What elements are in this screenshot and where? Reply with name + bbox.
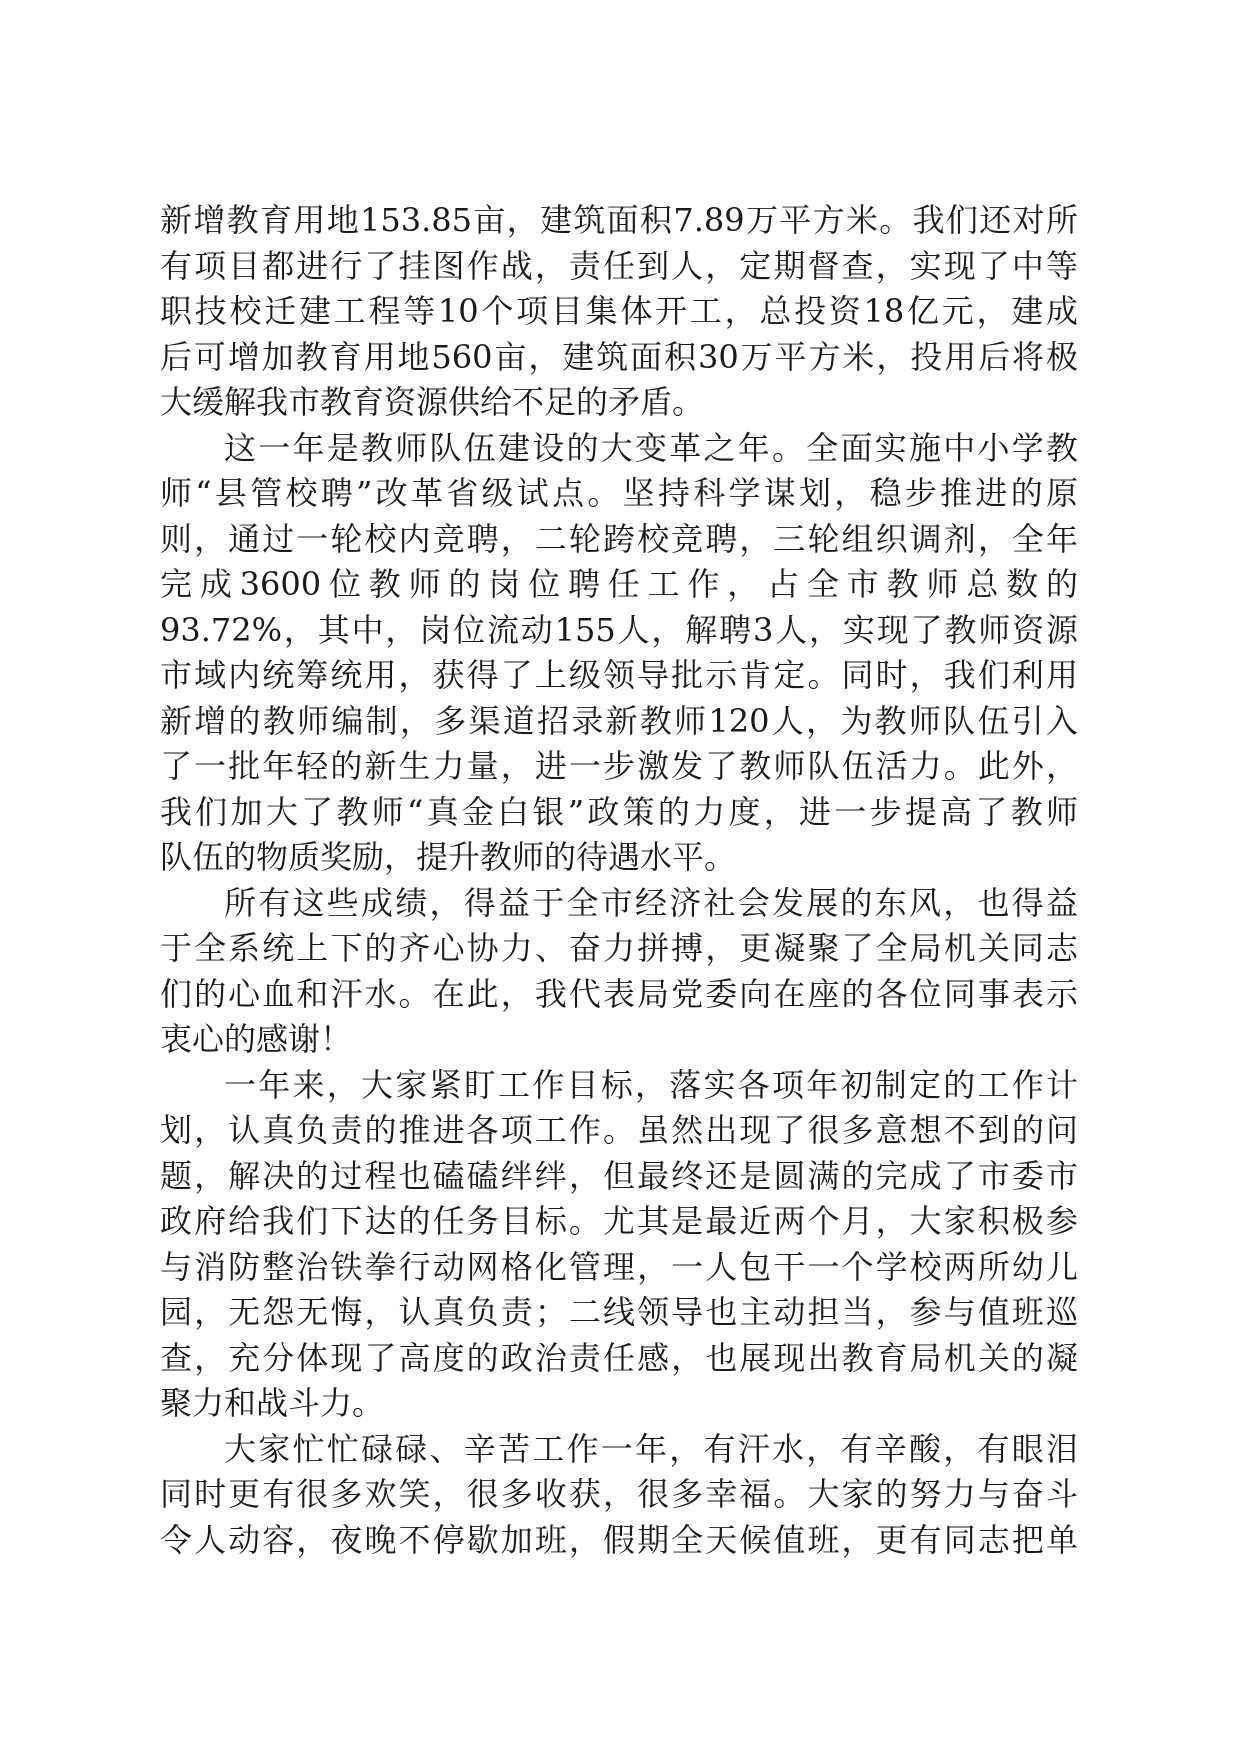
paragraph-4	[160, 1063, 1078, 1427]
text-line: 我们加大了教师“真金白银”政策的力度，进一步提高了教师	[160, 792, 1078, 831]
text-line: 新增教育用地153.85亩，建筑面积7.89万平方米。我们还对所	[160, 201, 1078, 239]
paragraph-2	[160, 426, 1078, 881]
text-line: 题，解决的过程也磕磕绊绊，但最终还是圆满的完成了市委市	[160, 1156, 1078, 1195]
text-line: 则，通过一轮校内竞聘，二轮跨校竞聘，三轮组织调剂，全年	[160, 519, 1078, 558]
text-line: 于全系统上下的齐心协力、奋力拼搏，更凝聚了全局机关同志	[160, 929, 1078, 967]
text-line: 师“县管校聘”改革省级试点。坚持科学谋划，稳步推进的原	[160, 474, 1078, 512]
paragraph-3	[160, 881, 1078, 1063]
text-line: 们的心血和汗水。在此，我代表局党委向在座的各位同事表示	[160, 974, 1078, 1013]
text-line: 职技校迁建工程等10个项目集体开工，总投资18亿元，建成	[160, 292, 1078, 330]
text-line: 队伍的物质奖励，提升教师的待遇水平。	[160, 838, 737, 876]
text-line: 聚力和战斗力。	[160, 1384, 385, 1422]
text-line: 93.72%，其中，岗位流动155人，解聘3人，实现了教师资源	[160, 610, 1078, 649]
paragraph-1	[160, 198, 1078, 426]
text-line: 大家忙忙碌碌、辛苦工作一年，有汗水，有辛酸，有眼泪	[224, 1429, 1078, 1468]
text-line: 查，充分体现了高度的政治责任感，也展现出教育局机关的凝	[160, 1338, 1078, 1377]
text-line: 有项目都进行了挂图作战，责任到人，定期督查，实现了中等	[160, 246, 1078, 285]
text-line: 划，认真负责的推进各项工作。虽然出现了很多意想不到的问	[160, 1111, 1078, 1149]
text-line: 园，无怨无悔，认真负责；二线领导也主动担当，参与值班巡	[160, 1293, 1078, 1331]
text-line: 同时更有很多欢笑，很多收获，很多幸福。大家的努力与奋斗	[160, 1475, 1078, 1513]
paragraph-5	[160, 1427, 1078, 1564]
document-body	[160, 198, 1078, 1563]
text-line: 完成3600位教师的岗位聘任工作，占全市教师总数的	[160, 565, 1078, 603]
text-line: 了一批年轻的新生力量，进一步激发了教师队伍活力。此外，	[160, 747, 1078, 785]
text-line: 一年来，大家紧盯工作目标，落实各项年初制定的工作计	[224, 1065, 1078, 1104]
text-line: 与消防整治铁拳行动网格化管理，一人包干一个学校两所幼儿	[160, 1247, 1078, 1286]
text-line: 大缓解我市教育资源供给不足的矛盾。	[160, 383, 705, 421]
text-line: 新增的教师编制，多渠道招录新教师120人，为教师队伍引入	[160, 701, 1078, 740]
text-line: 衷心的感谢！	[160, 1020, 353, 1058]
text-line: 政府给我们下达的任务目标。尤其是最近两个月，大家积极参	[160, 1202, 1078, 1240]
text-line: 市域内统筹统用，获得了上级领导批示肯定。同时，我们利用	[160, 656, 1078, 694]
text-line: 这一年是教师队伍建设的大变革之年。全面实施中小学教	[224, 428, 1078, 467]
text-line: 所有这些成绩，得益于全市经济社会发展的东风，也得益	[224, 883, 1078, 922]
text-line: 令人动容，夜晚不停歇加班，假期全天候值班，更有同志把单	[160, 1520, 1078, 1559]
text-line: 后可增加教育用地560亩，建筑面积30万平方米，投用后将极	[160, 337, 1078, 376]
